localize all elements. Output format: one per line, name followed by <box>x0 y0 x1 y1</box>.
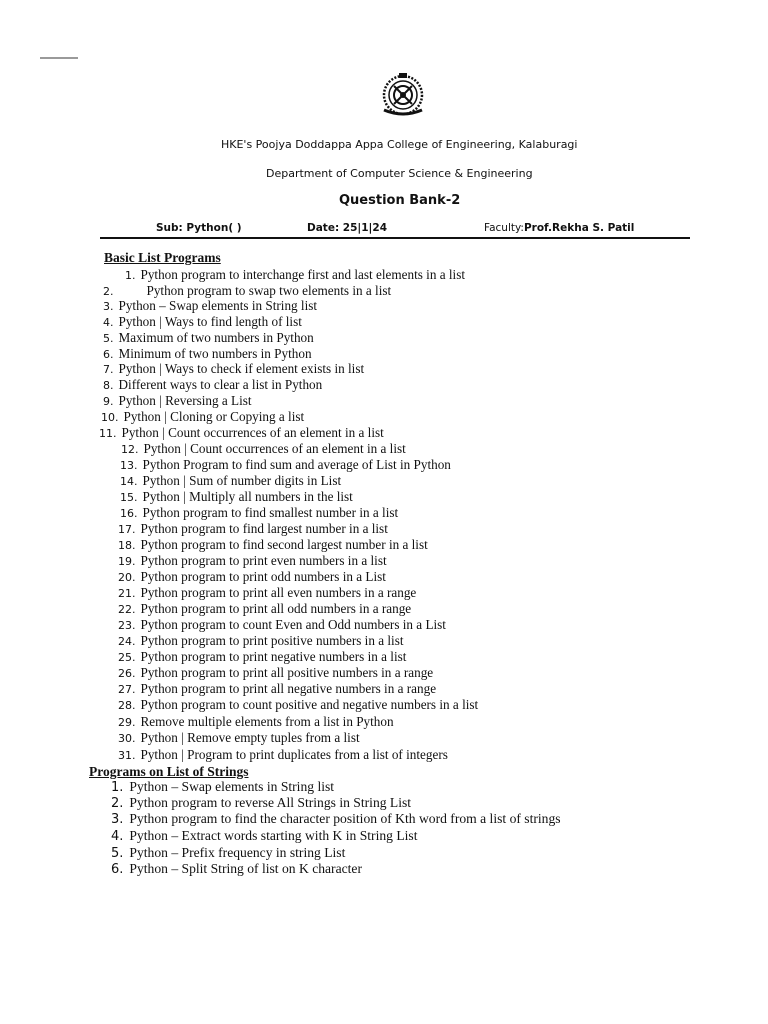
item-number: 3. <box>111 812 124 827</box>
item-text: Python Program to find sum and average of List in Python <box>142 457 451 472</box>
item-text: Python program to interchange first and last elements in a list <box>140 267 465 282</box>
date-field: Date: 25|1|24 <box>307 222 387 234</box>
item-text: Python | Sum of number digits in List <box>142 473 342 488</box>
list-item <box>120 506 398 519</box>
list-item <box>118 650 406 663</box>
item-number: 19. <box>118 555 136 568</box>
item-text: Different ways to clear a list in Python <box>118 377 323 392</box>
item-text: Python | Ways to check if element exists in list <box>118 361 365 376</box>
item-number: 6. <box>111 862 124 877</box>
item-text: Python | Reversing a List <box>118 393 252 408</box>
item-text: Python | Ways to find length of list <box>118 314 302 329</box>
item-number: 31. <box>118 749 136 762</box>
item-text: Python program to print all even numbers in a range <box>140 585 417 600</box>
item-number: 14. <box>120 475 138 488</box>
college-emblem-icon <box>376 70 430 118</box>
item-number: 15. <box>120 491 138 504</box>
item-number: 20. <box>118 571 136 584</box>
item-number: 30. <box>118 732 136 745</box>
list-item <box>103 347 312 360</box>
list-item <box>103 284 391 297</box>
item-text: Python program to print all positive numbers in a range <box>140 665 434 680</box>
item-number: 3. <box>103 300 114 313</box>
item-number: 7. <box>103 363 114 376</box>
item-number: 17. <box>118 523 136 536</box>
list-item <box>121 442 406 455</box>
item-text: Python program to print even numbers in a list <box>140 553 387 568</box>
list-item <box>120 490 353 503</box>
item-number: 6. <box>103 348 114 361</box>
faculty-name: Prof.Rekha S. Patil <box>523 222 635 234</box>
faculty-label: Faculty: <box>484 222 524 234</box>
item-text: Python program to print all negative numbers in a range <box>140 681 437 696</box>
item-number: 12. <box>121 443 139 456</box>
list-item <box>120 474 341 487</box>
list-item <box>111 846 345 860</box>
item-number: 8. <box>103 379 114 392</box>
item-text: Python | Remove empty tuples from a list <box>140 730 360 745</box>
list-item <box>118 618 446 631</box>
item-number: 23. <box>118 619 136 632</box>
list-item <box>103 378 322 391</box>
list-item <box>118 634 404 647</box>
section-heading: Basic List Programs <box>104 250 221 265</box>
item-number: 10. <box>101 411 119 424</box>
list-item <box>118 666 433 679</box>
list-item <box>111 862 362 876</box>
document-title: Question Bank-2 <box>339 193 461 208</box>
list-item <box>99 426 384 439</box>
item-number: 24. <box>118 635 136 648</box>
item-text: Python – Split String of list on K character <box>129 861 362 876</box>
list-item <box>101 410 304 423</box>
faculty-field <box>484 222 634 234</box>
list-item <box>111 812 561 826</box>
item-text: Python program to find smallest number in a list <box>142 505 399 520</box>
list-item <box>103 331 314 344</box>
list-item <box>103 394 252 407</box>
item-number: 2. <box>111 796 124 811</box>
list-item <box>118 522 388 535</box>
item-text: Python program to reverse All Strings in String List <box>129 795 412 810</box>
item-text: Python program to find the character position of Kth word from a list of strings <box>129 811 561 826</box>
item-text: Python – Swap elements in String list <box>118 298 318 313</box>
item-text: Python – Extract words starting with K in String List <box>129 828 418 843</box>
list-item <box>125 268 465 281</box>
list-item <box>111 796 411 810</box>
item-number: 1. <box>125 269 136 282</box>
item-number: 28. <box>118 699 136 712</box>
section-heading: Programs on List of Strings <box>89 764 249 779</box>
list-item <box>118 715 394 728</box>
item-text: Python program to print positive numbers in a list <box>140 633 404 648</box>
item-text: Python program to swap two elements in a list <box>146 283 392 298</box>
header-divider <box>100 237 690 239</box>
item-number: 5. <box>103 332 114 345</box>
item-number: 13. <box>120 459 138 472</box>
scan-mark <box>40 57 78 59</box>
list-item <box>103 299 317 312</box>
item-number: 2. <box>103 285 114 298</box>
item-number: 16. <box>120 507 138 520</box>
list-item <box>118 698 478 711</box>
list-item <box>118 554 387 567</box>
item-text: Python program to count Even and Odd numbers in a List <box>140 617 446 632</box>
item-number: 1. <box>111 780 124 795</box>
item-number: 4. <box>111 829 124 844</box>
item-text: Python – Prefix frequency in string List <box>129 845 346 860</box>
item-number: 11. <box>99 427 117 440</box>
item-number: 29. <box>118 716 136 729</box>
item-number: 26. <box>118 667 136 680</box>
list-item <box>103 362 364 375</box>
list-item <box>118 586 416 599</box>
item-text: Minimum of two numbers in Python <box>118 346 312 361</box>
item-text: Python | Count occurrences of an element in a list <box>143 441 406 456</box>
item-text: Python | Cloning or Copying a list <box>123 409 305 424</box>
item-text: Python | Multiply all numbers in the list <box>142 489 353 504</box>
item-number: 5. <box>111 846 124 861</box>
department-name: Department of Computer Science & Engineering <box>266 167 533 180</box>
item-text: Python program to find largest number in a list <box>140 521 388 536</box>
item-text: Python program to print negative numbers in a list <box>140 649 407 664</box>
item-text: Python | Program to print duplicates from a list of integers <box>140 747 448 762</box>
item-number: 27. <box>118 683 136 696</box>
item-text: Python – Swap elements in String list <box>129 779 335 794</box>
list-item <box>118 731 360 744</box>
item-number: 25. <box>118 651 136 664</box>
list-item <box>111 829 418 843</box>
list-item <box>118 748 448 761</box>
list-item <box>120 458 451 471</box>
item-text: Maximum of two numbers in Python <box>118 330 314 345</box>
item-text: Python program to find second largest number in a list <box>140 537 428 552</box>
item-number: 18. <box>118 539 136 552</box>
item-text: Python program to print all odd numbers in a range <box>140 601 412 616</box>
item-text: Python program to print odd numbers in a List <box>140 569 386 584</box>
item-number: 22. <box>118 603 136 616</box>
item-text: Python | Count occurrences of an element in a list <box>121 425 384 440</box>
subject-field: Sub: Python( ) <box>156 222 242 234</box>
item-number: 4. <box>103 316 114 329</box>
list-item <box>118 682 436 695</box>
list-item <box>103 315 302 328</box>
list-item <box>118 538 428 551</box>
item-number: 21. <box>118 587 136 600</box>
item-text: Python program to count positive and negative numbers in a list <box>140 697 479 712</box>
list-item <box>111 780 334 794</box>
item-text: Remove multiple elements from a list in Python <box>140 714 394 729</box>
list-item <box>118 570 386 583</box>
item-number: 9. <box>103 395 114 408</box>
list-item <box>118 602 411 615</box>
